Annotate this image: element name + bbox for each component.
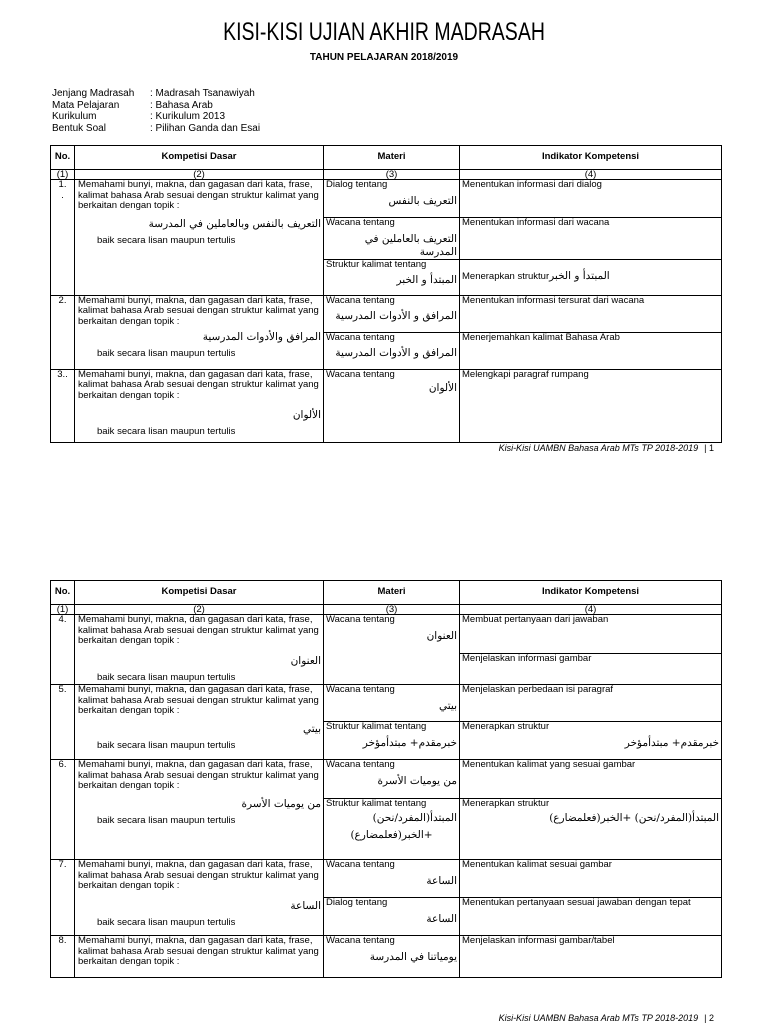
col-num: (3)	[324, 605, 460, 615]
indikator-cell: Membuat pertanyaan dari jawaban	[460, 615, 722, 654]
kd-cell: Memahami bunyi, makna, dan gagasan dari kata, frase, kalimat bahasa Arab sesuai dengan struktur kalimat yang berkaitan dengan topik : المرافق والأدوات المدرسية baik secara lisan maupun tertulis	[75, 295, 324, 369]
col-header-no: No.	[51, 146, 75, 170]
indikator-cell: Menentukan kalimat sesuai gambar	[460, 860, 722, 898]
col-header-kd: Kompetisi Dasar	[75, 581, 324, 605]
col-num: (4)	[460, 170, 722, 180]
col-header-indikator: Indikator Kompetensi	[460, 581, 722, 605]
indikator-cell: Menentukan informasi dari wacana	[460, 218, 722, 260]
page-footer: Kisi-Kisi UAMBN Bahasa Arab MTs TP 2018-2019 | 1	[498, 443, 714, 453]
indikator-cell: Menerapkan strukturالمبتدأ و الخبر	[460, 259, 722, 295]
row-number: 2.	[51, 295, 75, 369]
col-num: (1)	[51, 170, 75, 180]
col-num: (1)	[51, 605, 75, 615]
row-number: 6.	[51, 760, 75, 860]
meta-value: : Kurikulum 2013	[150, 111, 226, 122]
meta-key: Kurikulum	[52, 111, 97, 122]
kd-cell: Memahami bunyi, makna, dan gagasan dari kata, frase, kalimat bahasa Arab sesuai dengan struktur kalimat yang berkaitan dengan topik :	[75, 936, 324, 978]
col-num: (2)	[75, 605, 324, 615]
col-header-materi: Materi	[324, 581, 460, 605]
meta-key: Mata Pelajaran	[52, 99, 120, 111]
col-num: (2)	[75, 170, 324, 180]
materi-cell: Wacana tentang المرافق و الأدوات المدرسية	[324, 295, 460, 332]
indikator-cell: Menentukan informasi tersurat dari wacana	[460, 295, 722, 332]
indikator-cell: Menjelaskan informasi gambar	[460, 654, 722, 685]
materi-cell: Dialog tentang الساعة	[324, 898, 460, 936]
page-subtitle: TAHUN PELAJARAN 2018/2019	[309, 52, 459, 63]
kd-cell: Memahami bunyi, makna, dan gagasan dari kata, frase, kalimat bahasa Arab sesuai dengan struktur kalimat yang berkaitan dengan topik : التعريف بالنفس وبالعاملين في المدرسة baik secara lisan maupun tertulis	[75, 180, 324, 296]
materi-cell: Struktur kalimat tentang خبرمقدم+ مبتدأمؤخر	[324, 722, 460, 760]
indikator-cell: Menerapkan struktur خبرمقدم+ مبتدأمؤخر	[460, 722, 722, 760]
materi-cell: Wacana tentang بيتي	[324, 685, 460, 722]
indikator-cell: Melengkapi paragraf rumpang	[460, 369, 722, 442]
row-number: 3..	[51, 369, 75, 442]
meta-key: Bentuk Soal	[52, 122, 106, 134]
materi-cell: Wacana tentang الساعة	[324, 860, 460, 898]
indikator-cell: Menerjemahkan kalimat Bahasa Arab	[460, 332, 722, 369]
document-meta	[52, 88, 260, 134]
materi-cell: Wacana tentang التعريف بالعاملين في المدرسة	[324, 218, 460, 260]
row-number: 8.	[51, 936, 75, 978]
indikator-cell: Menentukan pertanyaan sesuai jawaban dengan tepat	[460, 898, 722, 936]
materi-cell: Wacana tentang العنوان	[324, 615, 460, 685]
page-footer: Kisi-Kisi UAMBN Bahasa Arab MTs TP 2018-2019 | 2	[498, 1013, 714, 1023]
materi-cell: Wacana tentang من يوميات الأسرة	[324, 760, 460, 799]
col-num: (4)	[460, 605, 722, 615]
meta-value: : Pilihan Ganda dan Esai	[150, 122, 261, 134]
meta-value: : Madrasah Tsanawiyah	[150, 88, 255, 99]
materi-cell: Struktur kalimat tentang المبتدأ و الخبر	[324, 259, 460, 295]
kisi-table-page-2	[50, 580, 722, 978]
kd-cell: Memahami bunyi, makna, dan gagasan dari kata, frase, kalimat bahasa Arab sesuai dengan struktur kalimat yang berkaitan dengan topik : الألوان baik secara lisan maupun tertulis	[75, 369, 324, 442]
row-number: 5.	[51, 685, 75, 760]
indikator-cell: Menentukan kalimat yang sesuai gambar	[460, 760, 722, 799]
materi-cell: Struktur kalimat tentang المبتدأ(المفرد/نحن) +الخبر(فعلمضارع)	[324, 799, 460, 860]
kd-cell: Memahami bunyi, makna, dan gagasan dari kata, frase, kalimat bahasa Arab sesuai dengan struktur kalimat yang berkaitan dengan topik : الساعة baik secara lisan maupun tertulis	[75, 860, 324, 936]
kd-cell: Memahami bunyi, makna, dan gagasan dari kata, frase, kalimat bahasa Arab sesuai dengan struktur kalimat yang berkaitan dengan topik : بيتي baik secara lisan maupun tertulis	[75, 685, 324, 760]
meta-value: : Bahasa Arab	[150, 99, 213, 111]
materi-cell: Wacana tentang الألوان	[324, 369, 460, 442]
page-title: KISI-KISI UJIAN AKHIR MADRASAH	[223, 18, 545, 46]
materi-cell: Wacana tentang المرافق و الأدوات المدرسية	[324, 332, 460, 369]
indikator-cell: Menentukan informasi dari dialog	[460, 180, 722, 218]
row-number: 1. .	[51, 180, 75, 296]
indikator-cell: Menerapkan struktur المبتدأ(المفرد/نحن) +الخبر(فعلمضارع)	[460, 799, 722, 860]
materi-cell: Wacana tentang يومياتنا في المدرسة	[324, 936, 460, 978]
col-num: (3)	[324, 170, 460, 180]
col-header-indikator: Indikator Kompetensi	[460, 146, 722, 170]
row-number: 7.	[51, 860, 75, 936]
meta-key: Jenjang Madrasah	[52, 88, 135, 99]
kd-cell: Memahami bunyi, makna, dan gagasan dari kata, frase, kalimat bahasa Arab sesuai dengan struktur kalimat yang berkaitan dengan topik : العنوان baik secara lisan maupun tertulis	[75, 615, 324, 685]
materi-cell: Dialog tentang التعريف بالنفس	[324, 180, 460, 218]
indikator-cell: Menjelaskan perbedaan isi paragraf	[460, 685, 722, 722]
col-header-kd: Kompetisi Dasar	[75, 146, 324, 170]
kd-cell: Memahami bunyi, makna, dan gagasan dari kata, frase, kalimat bahasa Arab sesuai dengan struktur kalimat yang berkaitan dengan topik : من يوميات الأسرة baik secara lisan maupun tertulis	[75, 760, 324, 860]
col-header-materi: Materi	[324, 146, 460, 170]
row-number: 4.	[51, 615, 75, 685]
kisi-table-page-1	[50, 145, 722, 443]
col-header-no: No.	[51, 581, 75, 605]
indikator-cell: Menjelaskan informasi gambar/tabel	[460, 936, 722, 978]
